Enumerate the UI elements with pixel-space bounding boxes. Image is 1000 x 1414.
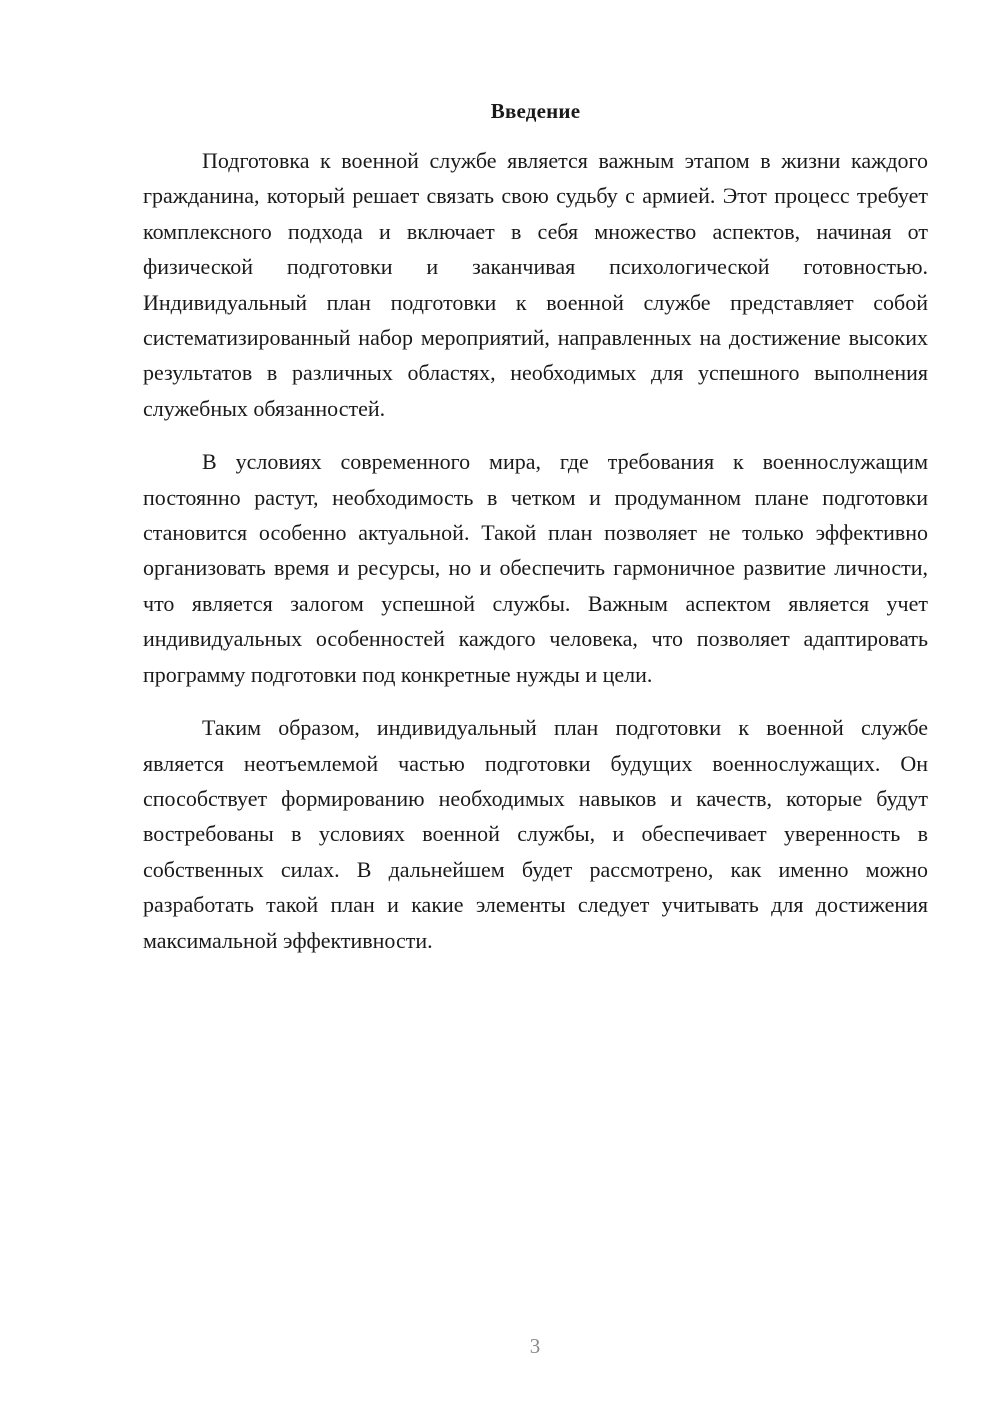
paragraph-1: Подготовка к военной службе является важным этапом в жизни каждого гражданина, который решает связать свою судьбу с армией. Этот процесс требует комплексного подхода и включает в себя множество аспектов, начиная от физической подготовки и заканчивая психологической готовностью. Индивидуальный план подготовки к военной службе представляет собой систематизированный набор мероприятий, направленных на достижение высоких результатов в различных областях, необходимых для успешного выполнения служебных обязанностей.	[143, 148, 928, 421]
page-number: 3	[529, 1334, 541, 1358]
paragraph-3: Таким образом, индивидуальный план подготовки к военной службе является неотъемлемой частью подготовки будущих военнослужащих. Он способствует формированию необходимых навыков и качеств, которые будут востребованы в условиях военной службы, и обеспечивает уверенность в собственных силах. В дальнейшем будет рассмотрено, как именно можно разработать такой план и какие элементы следует учитывать для достижения максимальной эффективности.	[143, 715, 928, 953]
page-content	[143, 95, 928, 976]
section-title: Введение	[490, 99, 581, 123]
paragraph-2: В условиях современного мира, где требования к военнослужащим постоянно растут, необходимость в четком и продуманном плане подготовки становится особенно актуальной. Такой план позволяет не только эффективно организовать время и ресурсы, но и обеспечить гармоничное развитие личности, что является залогом успешной службы. Важным аспектом является учет индивидуальных особенностей каждого человека, что позволяет адаптировать программу подготовки под конкретные нужды и цели.	[143, 449, 928, 687]
